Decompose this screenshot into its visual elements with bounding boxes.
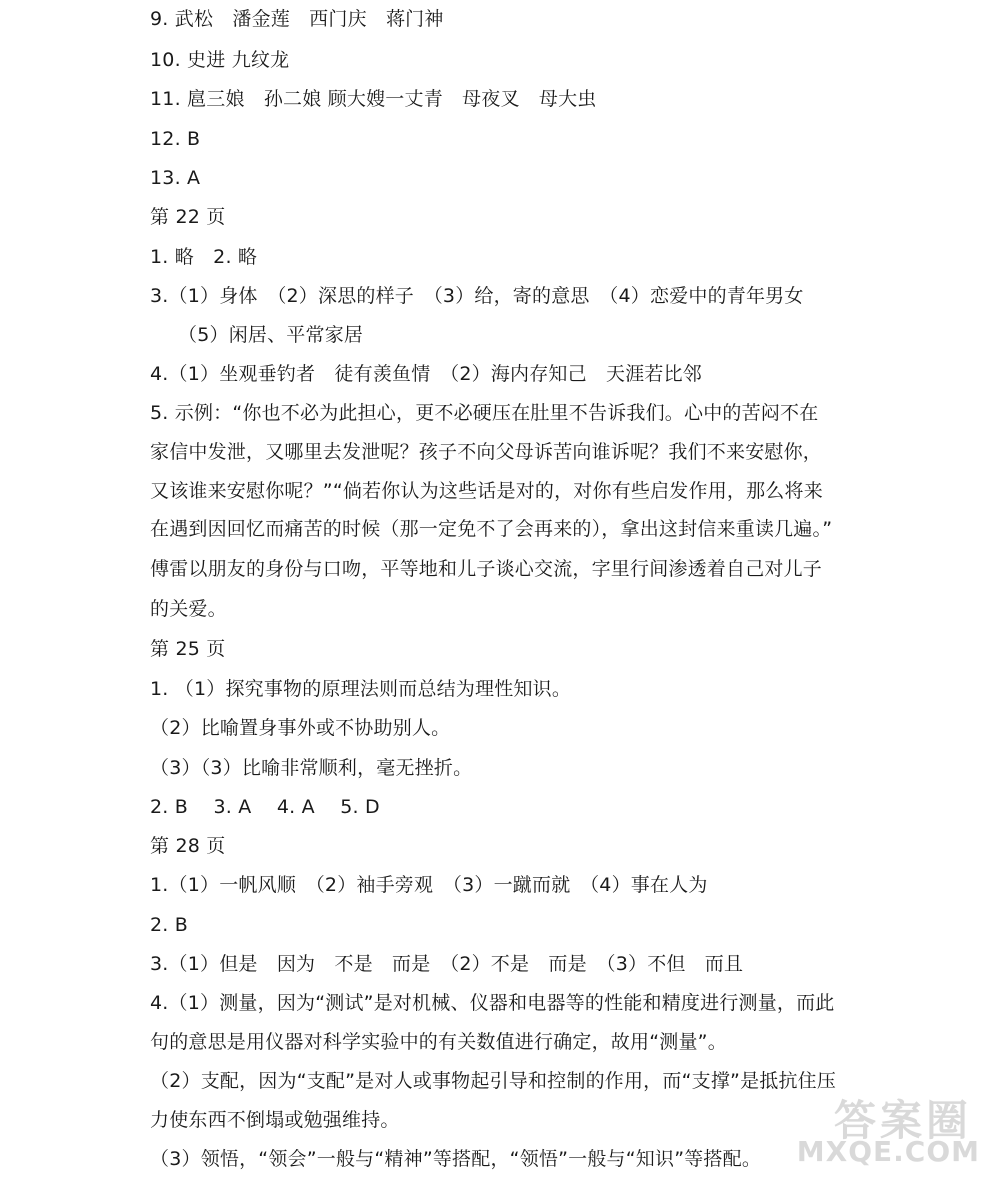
- answer-line: 1. 略 2. 略: [150, 246, 258, 268]
- answer-line: 1. （1）探究事物的原理法则而总结为理性知识。: [150, 678, 572, 700]
- answer-line: （5）闲居、平常家居: [178, 324, 364, 346]
- answer-line: 在遇到因回忆而痛苦的时候（那一定免不了会再来的），拿出这封信来重读几遍。”: [150, 518, 833, 540]
- answer-line: 5. 示例：“你也不必为此担心，更不必硬压在肚里不告诉我们。心中的苦闷不在: [150, 402, 819, 424]
- answer-line: 4.（1）坐观垂钓者 徒有羡鱼情 （2）海内存知己 天涯若比邻: [150, 363, 703, 385]
- answer-line: 12. B: [150, 128, 201, 150]
- page-heading-25: 第 25 页: [150, 638, 226, 660]
- answer-line: 傅雷以朋友的身份与口吻，平等地和儿子谈心交流，字里行间渗透着自己对儿子: [150, 558, 823, 580]
- watermark-bottom-text: MXQE.COM: [796, 1135, 980, 1168]
- answer-line: 力使东西不倒塌或勉强维持。: [150, 1109, 400, 1131]
- answer-line: （2）比喻置身事外或不协助别人。: [150, 717, 451, 739]
- answer-line: （2）支配，因为“支配”是对人或事物起引导和控制的作用，而“支撑”是抵抗住压: [150, 1070, 837, 1092]
- answer-line: 2. B: [150, 914, 189, 936]
- answer-line: 句的意思是用仪器对科学实验中的有关数值进行确定，故用“测量”。: [150, 1031, 727, 1053]
- answer-line: 13. A: [150, 167, 201, 189]
- answer-line: 4.（1）测量，因为“测试”是对机械、仪器和电器等的性能和精度进行测量，而此: [150, 992, 835, 1014]
- answer-line: 1.（1）一帆风顺 （2）袖手旁观 （3）一蹴而就 （4）事在人为: [150, 874, 708, 896]
- answer-line: 2. B 3. A 4. A 5. D: [150, 796, 380, 818]
- page-heading-22: 第 22 页: [150, 206, 226, 228]
- answer-line: 10. 史进 九纹龙: [150, 49, 290, 71]
- page-heading-28: 第 28 页: [150, 835, 226, 857]
- answer-line: 3.（1）但是 因为 不是 而是 （2）不是 而是 （3）不但 而且: [150, 953, 744, 975]
- answer-line: 又该谁来安慰你呢？”“倘若你认为这些话是对的，对你有些启发作用，那么将来: [150, 480, 823, 502]
- answer-line: 家信中发泄，又哪里去发泄呢？孩子不向父母诉苦向谁诉呢？我们不来安慰你，: [150, 441, 823, 463]
- answer-line: 9. 武松 潘金莲 西门庆 蒋门神: [150, 8, 444, 30]
- answer-line: （3）（3）比喻非常顺利，毫无挫折。: [150, 757, 473, 779]
- watermark-top-text: 答案圈: [833, 1096, 972, 1145]
- answer-line: 的关爱。: [150, 598, 227, 620]
- answer-line: 3.（1）身体 （2）深思的样子 （3）给，寄的意思 （4）恋爱中的青年男女: [150, 285, 804, 307]
- answer-line: 11. 扈三娘 孙二娘 顾大嫂一丈青 母夜叉 母大虫: [150, 88, 597, 110]
- watermark-logo: [756, 1088, 986, 1168]
- answer-line: （3）领悟，“领会”一般与“精神”等搭配，“领悟”一般与“知识”等搭配。: [150, 1148, 762, 1170]
